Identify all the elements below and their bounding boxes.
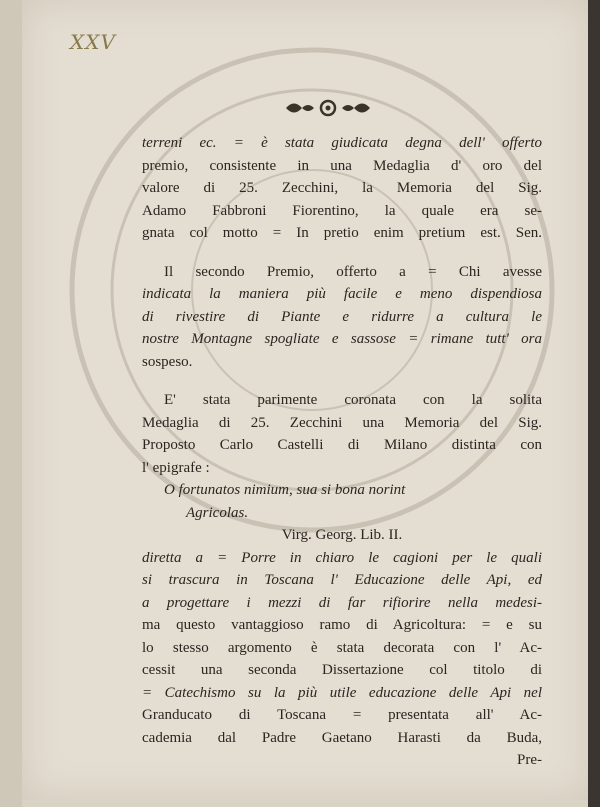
text-line: lo stesso argomento è stata decorata con l' Ac- [142, 639, 542, 656]
handwritten-mark: XXV [70, 30, 116, 54]
document-page [22, 0, 590, 800]
text-line: di rivestire di Piante e ridurre a cultura le [142, 308, 542, 325]
text-line: ma questo vantaggioso ramo di Agricoltura: = e su [142, 617, 542, 633]
text-line: indicata la maniera più facile e meno dispendiosa [142, 286, 542, 302]
text-line: Adamo Fabbroni Fiorentino, la quale era se- [142, 202, 542, 219]
quote-line: O fortunatos nimium, sua si bona norint [164, 482, 406, 498]
text-line: gnata col motto = In pretio enim pretium est. Sen. [142, 225, 542, 241]
text-line: Granducato di Toscana = presentata all' Ac- [142, 707, 542, 723]
text-line: si trascura in Toscana l' Educazione delle Api, ed [142, 572, 542, 588]
text-line: valore di 25. Zecchini, la Memoria del Sig. [142, 180, 542, 196]
text-line: Il secondo Premio, offerto a = Chi avesse [164, 263, 542, 280]
text-line: l' epigrafe : [142, 459, 210, 476]
right-edge [588, 0, 600, 807]
text-line: diretta a = Porre in chiaro le cagioni per le quali [142, 549, 542, 566]
text-line: E' stata parimente coronata con la solita [164, 392, 542, 408]
citation: Virg. Georg. Lib. II. [281, 527, 403, 543]
left-margin [0, 0, 22, 807]
ornament-icon [278, 97, 378, 119]
text-line: cademia dal Padre Gaetano Harasti da Buda, [142, 729, 542, 746]
text-line: a progettare i mezzi di far rifiorire nella medesi- [142, 594, 542, 611]
text-line: terreni ec. = è stata giudicata degna dell' offerto [142, 135, 542, 151]
text-line: Proposto Carlo Castelli di Milano distinta con [142, 437, 542, 453]
text-line: nostre Montagne spogliate e sassose = rimane tutt' ora [142, 331, 542, 347]
text-line: = Catechismo su la più utile educazione delle Api nel [142, 684, 542, 701]
catchword: Pre- [517, 752, 542, 768]
text-line: cessit una seconda Dissertazione col titolo di [142, 662, 542, 678]
text-line: sospeso. [142, 353, 193, 370]
body-text [142, 132, 542, 772]
text-line: Medaglia di 25. Zecchini una Memoria del Sig. [142, 414, 542, 431]
quote-line: Agricolas. [186, 504, 249, 521]
text-line: premio, consistente in una Medaglia d' oro del [142, 157, 542, 174]
